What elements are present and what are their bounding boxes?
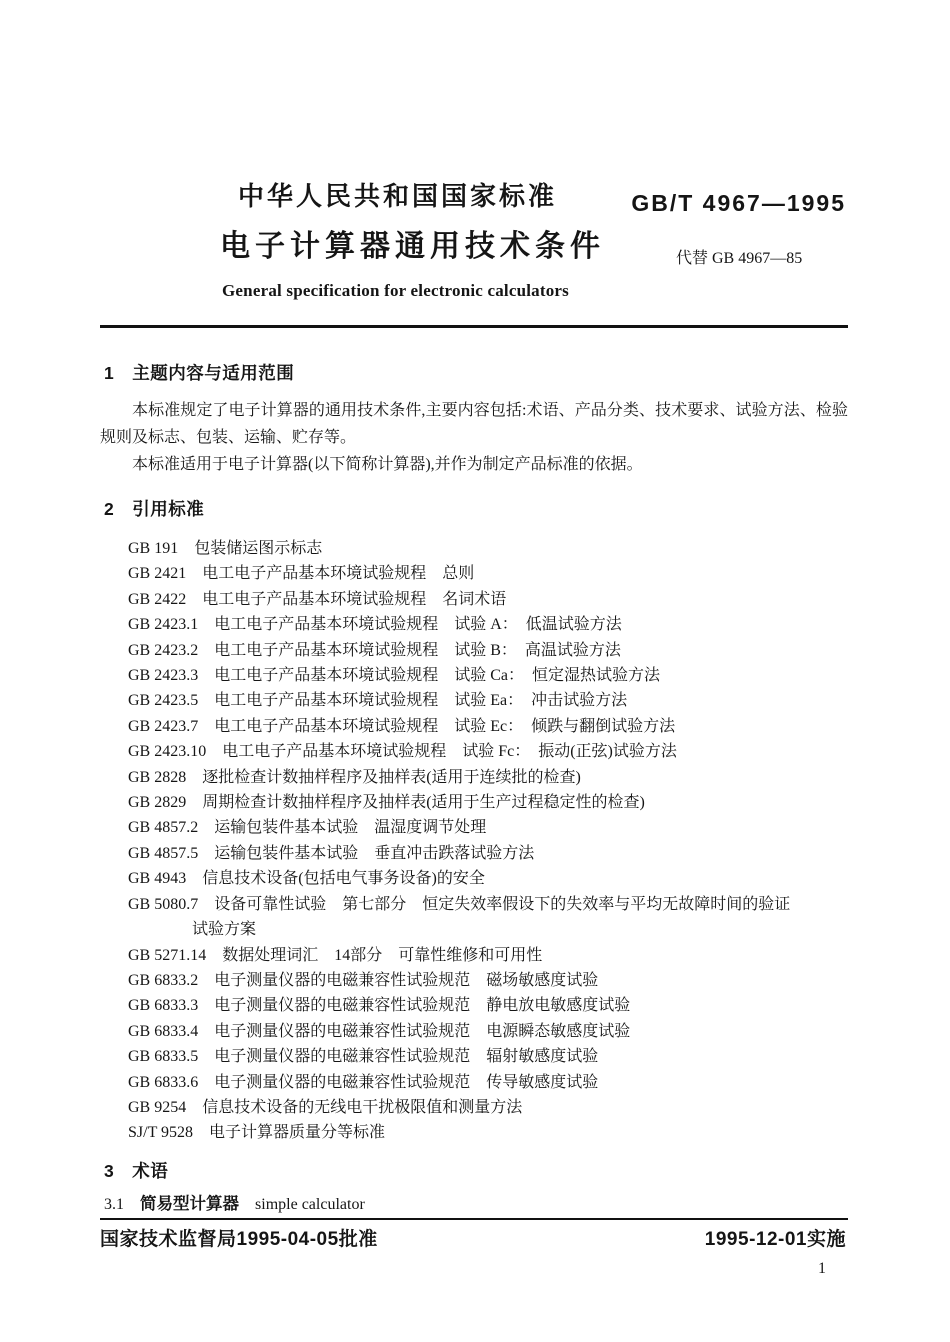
reference-item: GB 6833.5 电子测量仪器的电磁兼容性试验规范 辐射敏感度试验 bbox=[128, 1048, 599, 1066]
reference-item: GB 5080.7 设备可靠性试验 第七部分 恒定失效率假设下的失效率与平均无故障时间的验证 bbox=[128, 895, 791, 913]
reference-item: GB 6833.6 电子测量仪器的电磁兼容性试验规范 传导敏感度试验 bbox=[128, 1073, 599, 1091]
reference-item: GB 2423.3 电工电子产品基本环境试验规程 试验 Ca： 恒定湿热试验方法 bbox=[128, 667, 661, 685]
term-spacer bbox=[124, 1196, 140, 1213]
implementation-note: 1995-12-01实施 bbox=[704, 1229, 846, 1250]
section-2-heading: 2 引用标准 bbox=[104, 499, 205, 519]
term-number: 3.1 bbox=[104, 1195, 124, 1213]
reference-item: GB 2828 逐批检查计数抽样程序及抽样表(适用于连续批的检查) bbox=[128, 768, 581, 786]
reference-item: GB 2423.2 电工电子产品基本环境试验规程 试验 B： 高温试验方法 bbox=[128, 641, 621, 659]
page-number: 1 bbox=[818, 1260, 826, 1277]
reference-item-continuation: 试验方案 bbox=[192, 921, 257, 939]
reference-item: GB 4857.5 运输包装件基本试验 垂直冲击跌落试验方法 bbox=[128, 844, 535, 862]
reference-item: GB 191 包装储运图示标志 bbox=[128, 540, 323, 557]
reference-list bbox=[100, 536, 848, 1146]
reference-item: GB 6833.4 电子测量仪器的电磁兼容性试验规范 电源瞬态敏感度试验 bbox=[128, 1022, 631, 1040]
reference-item: GB 2423.10 电工电子产品基本环境试验规程 试验 Fc： 振动(正弦)试验方法 bbox=[128, 743, 677, 761]
section-1-paragraph: 本标准适用于电子计算器(以下简称计算器),并作为制定产品标准的依据。 bbox=[132, 456, 643, 473]
reference-item: GB 6833.3 电子测量仪器的电磁兼容性试验规范 静电放电敏感度试验 bbox=[128, 997, 631, 1015]
reference-item: GB 2829 周期检查计数抽样程序及抽样表(适用于生产过程稳定性的检查) bbox=[128, 794, 645, 812]
term-name-cn: 简易型计算器 bbox=[140, 1194, 240, 1213]
reference-item: GB 2423.7 电工电子产品基本环境试验规程 试验 Ec： 倾跌与翻倒试验方法 bbox=[128, 717, 676, 735]
reference-item: GB 2422 电工电子产品基本环境试验规程 名词术语 bbox=[128, 590, 507, 608]
reference-item: GB 4943 信息技术设备(包括电气事务设备)的安全 bbox=[128, 870, 485, 888]
document-title-en: General specification for electronic calculators bbox=[222, 281, 569, 300]
header-divider bbox=[100, 325, 848, 328]
approval-note: 国家技术监督局1995-04-05批准 bbox=[100, 1229, 378, 1250]
reference-item: GB 5271.14 数据处理词汇 14部分 可靠性维修和可用性 bbox=[128, 946, 543, 964]
reference-item: GB 2421 电工电子产品基本环境试验规程 总则 bbox=[128, 565, 475, 583]
reference-item: GB 9254 信息技术设备的无线电干扰极限值和测量方法 bbox=[128, 1098, 523, 1116]
document-title-cn: 电子计算器通用技术条件 bbox=[220, 230, 605, 263]
document-body bbox=[100, 362, 848, 1217]
reference-item: SJ/T 9528 电子计算器质量分等标准 bbox=[128, 1124, 386, 1142]
term-definition-line bbox=[104, 1192, 848, 1217]
footer-divider bbox=[100, 1218, 848, 1220]
section-1-paragraph: 本标准规定了电子计算器的通用技术条件,主要内容包括:术语、产品分类、技术要求、试验方法、检验规则及标志、包装、运输、贮存等。 bbox=[100, 402, 848, 446]
term-name-en: simple calculator bbox=[255, 1195, 365, 1213]
reference-item: GB 2423.1 电工电子产品基本环境试验规程 试验 A： 低温试验方法 bbox=[128, 616, 622, 634]
term-spacer bbox=[239, 1196, 255, 1213]
replaces-note: 代替 GB 4967—85 bbox=[676, 250, 803, 267]
standard-number: GB/T 4967—1995 bbox=[631, 190, 846, 216]
national-standard-title: 中华人民共和国国家标准 bbox=[238, 181, 558, 211]
section-3-heading: 3 术语 bbox=[104, 1160, 169, 1181]
reference-item: GB 6833.2 电子测量仪器的电磁兼容性试验规范 磁场敏感度试验 bbox=[128, 971, 599, 989]
reference-item: GB 4857.2 运输包装件基本试验 温湿度调节处理 bbox=[128, 819, 487, 837]
section-1-heading: 1 主题内容与适用范围 bbox=[104, 363, 295, 383]
reference-item: GB 2423.5 电工电子产品基本环境试验规程 试验 Ea： 冲击试验方法 bbox=[128, 692, 628, 710]
